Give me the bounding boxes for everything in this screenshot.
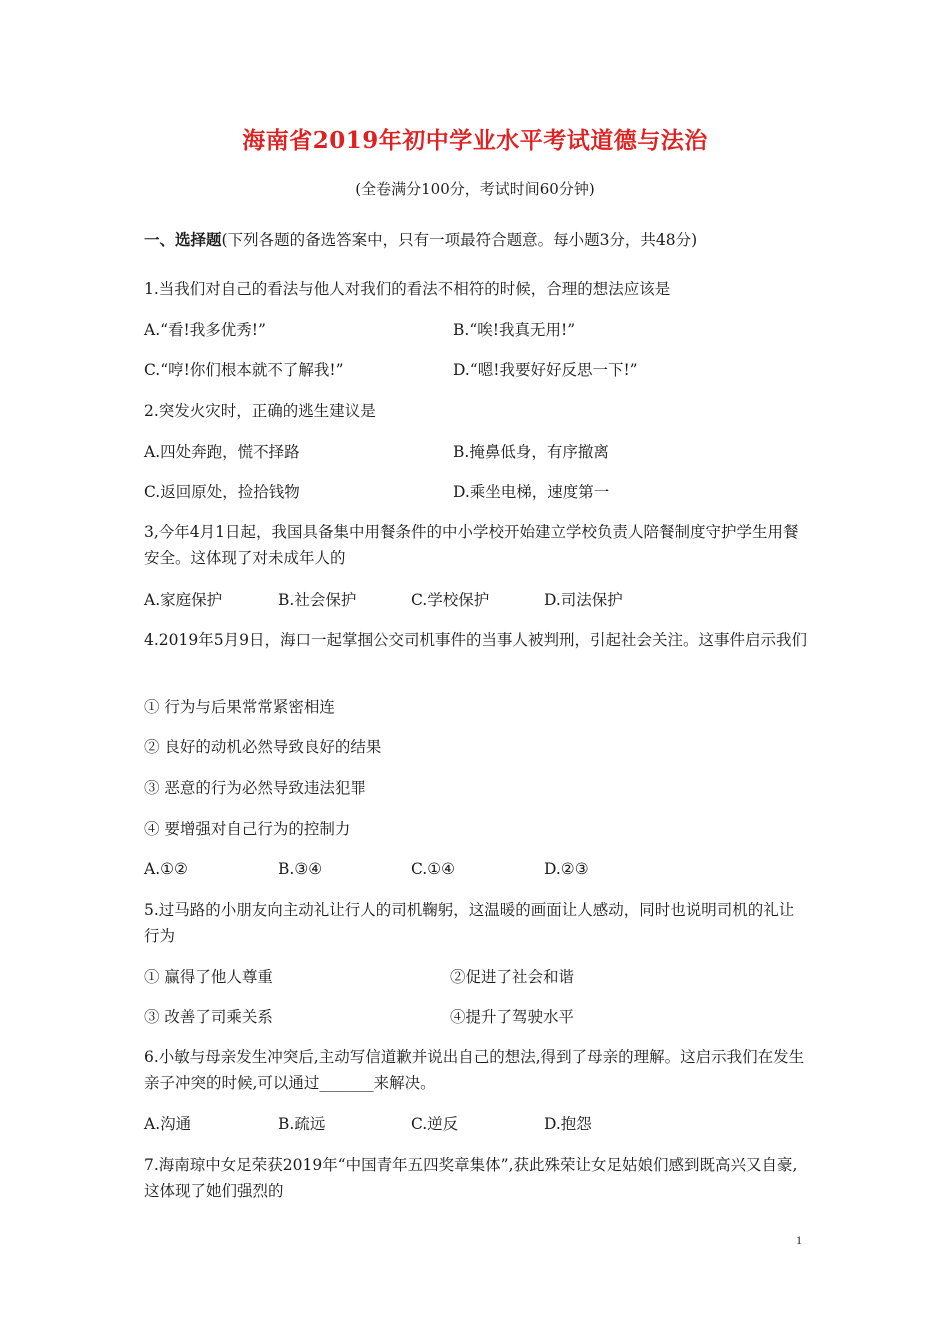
section-note: (下列各题的备选答案中，只有一项最符合题意。每小题3分，共48分) [221, 231, 698, 249]
q4-item-3: ③ 恶意的行为必然导致违法犯罪 [144, 779, 366, 797]
q5-item-1: ① 赢得了他人尊重 [144, 968, 273, 986]
page-number: 1 [796, 1233, 802, 1247]
q3-option-a: A.家庭保护 [144, 591, 223, 609]
section-heading [144, 229, 697, 251]
q5-item-2: ②促进了社会和谐 [450, 968, 575, 986]
question-3-stem: 3,今年4月1日起，我国具备集中用餐条件的中小学校开始建立学校负责人陪餐制度守护学生用餐安全。这体现了对未成年人的 [144, 523, 799, 567]
q4-option-b: B.③④ [278, 860, 323, 878]
exam-info: (全卷满分100分，考试时间60分钟) [355, 180, 595, 198]
q3-option-c: C.学校保护 [411, 591, 490, 609]
q6-option-a: A.沟通 [144, 1115, 192, 1133]
q1-option-c: C.“哼!你们根本就不了解我!” [144, 361, 344, 379]
q4-option-c: C.①④ [411, 860, 456, 878]
question-2-stem: 2.突发火灾时，正确的逃生建议是 [144, 402, 376, 420]
q4-item-4: ④ 要增强对自己行为的控制力 [144, 820, 351, 838]
q2-option-c: C.返回原处，捡拾钱物 [144, 483, 300, 501]
q5-item-4: ④提升了驾驶水平 [450, 1008, 575, 1026]
q6-option-b: B.疏远 [278, 1115, 326, 1133]
question-4-stem: 4.2019年5月9日，海口一起掌掴公交司机事件的当事人被判刑，引起社会关注。这事件启示我们 [144, 631, 807, 649]
q2-option-b: B.掩鼻低身，有序撤离 [453, 443, 609, 461]
q6-option-c: C.逆反 [411, 1115, 459, 1133]
q4-item-2: ② 良好的动机必然导致良好的结果 [144, 738, 382, 756]
q6-option-d: D.抱怨 [544, 1115, 592, 1133]
q5-item-3: ③ 改善了司乘关系 [144, 1008, 273, 1026]
question-5-stem: 5.过马路的小朋友向主动礼让行人的司机鞠躬，这温暖的画面让人感动，同时也说明司机的礼让行为 [144, 901, 795, 945]
q3-option-b: B.社会保护 [278, 591, 357, 609]
q4-option-a: A.①② [144, 860, 188, 878]
q1-option-a: A.“看!我多优秀!” [144, 321, 266, 339]
q1-option-d: D.“嗯!我要好好反思一下!” [453, 361, 638, 379]
q4-item-1: ① 行为与后果常常紧密相连 [144, 698, 335, 716]
section-title: 一、选择题 [144, 230, 222, 249]
question-7-stem: 7.海南琼中女足荣获2019年“中国青年五四奖章集体”,获此殊荣让女足姑娘们感到既高兴又自豪,这体现了她们强烈的 [144, 1156, 798, 1200]
q2-option-d: D.乘坐电梯，速度第一 [453, 483, 610, 501]
q4-option-d: D.②③ [544, 860, 589, 878]
question-1-stem: 1.当我们对自己的看法与他人对我们的看法不相符的时候，合理的想法应该是 [144, 280, 671, 298]
q3-option-d: D.司法保护 [544, 591, 623, 609]
question-6-stem: 6.小敏与母亲发生冲突后,主动写信道歉并说出自己的想法,得到了母亲的理解。这启示我们在发生亲子冲突的时候,可以通过_______来解决。 [144, 1048, 805, 1092]
q2-option-a: A.四处奔跑，慌不择路 [144, 443, 300, 461]
page-title: 海南省2019年初中学业水平考试道德与法治 [242, 127, 708, 154]
q1-option-b: B.“唉!我真无用!” [453, 321, 576, 339]
